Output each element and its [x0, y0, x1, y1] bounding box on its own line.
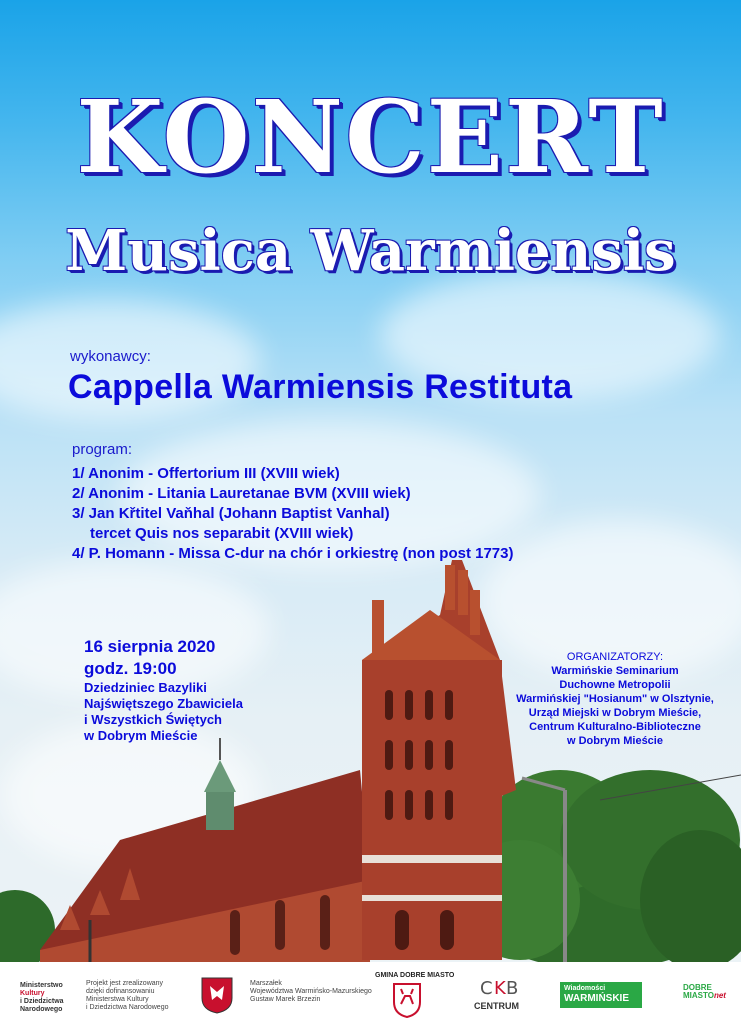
dobre-word: MIASTO [683, 991, 714, 1000]
svg-text:B: B [506, 978, 518, 999]
program-item: 2/ Anonim - Litania Lauretanae BVM (XVIII wiek) [72, 485, 411, 502]
coat-of-arms-icon [200, 976, 234, 1014]
marshal-note [250, 980, 372, 1004]
dobre-miasto-logo [683, 984, 726, 1000]
project-note-line: Projekt jest zrealizowany [86, 980, 164, 987]
gmina-label: GMINA DOBRE MIASTO [375, 972, 455, 979]
wiadomosci-logo [560, 982, 642, 1008]
ministry-line: Narodowego [20, 1006, 63, 1013]
sponsor-footer [0, 962, 741, 1030]
ministry-line: Kultury [20, 990, 45, 997]
church-tower [362, 560, 516, 960]
ckb-label: CENTRUM [474, 1001, 519, 1011]
program-item: tercet Quis nos separabit (XVIII wiek) [90, 525, 354, 542]
ministry-logo [20, 982, 64, 1014]
event-place-line: w Dobrym Mieście [84, 728, 198, 743]
organizers [490, 650, 740, 748]
wiadomosci-line: WARMIŃSKIE [564, 993, 629, 1004]
dobre-line [683, 992, 726, 1000]
organizer-line: Centrum Kulturalno-Biblioteczne [529, 721, 701, 733]
poster-title: KONCERT [76, 78, 665, 196]
event-place-line: Najświętszego Zbawiciela [84, 696, 243, 711]
program-item: 3/ Jan Křtitel Vaňhal (Johann Baptist Vanhal) [72, 505, 390, 522]
organizer-line: Urząd Miejski w Dobrym Mieście, [528, 707, 702, 719]
ckb-logo-icon [478, 974, 518, 1000]
performers-name: Cappella Warmiensis Restituta [68, 368, 573, 406]
organizer-line: Warmińskiej "Hosianum" w Olsztynie, [516, 693, 714, 705]
organizers-label: ORGANIZATORZY: [566, 651, 664, 663]
event-info [84, 636, 243, 744]
project-note-line: dzięki dofinansowaniu [86, 988, 155, 995]
event-time: godz. 19:00 [84, 659, 177, 678]
marshal-line: Marszałek [250, 980, 282, 987]
event-place-line: i Wszystkich Świętych [84, 712, 222, 727]
ministry-line: Ministerstwo [20, 982, 63, 989]
project-note-line: i Dziedzictwa Narodowego [86, 1004, 169, 1011]
organizer-line: Warmińskie Seminarium [551, 665, 679, 677]
project-note [86, 980, 168, 1012]
dobre-word: net [713, 991, 726, 1000]
deer-crest-icon [392, 982, 422, 1018]
organizer-line: Duchowne Metropolii [559, 679, 671, 691]
program-label: program: [72, 441, 133, 458]
dobre-line: DOBRE [683, 983, 712, 992]
performers-label: wykonawcy: [70, 348, 151, 365]
event-date: 16 sierpnia 2020 [84, 637, 216, 656]
marshal-line: Województwa Warmińsko-Mazurskiego [250, 988, 372, 995]
program-list [72, 464, 514, 564]
steeple [204, 738, 236, 830]
program-item: 4/ P. Homann - Missa C-dur na chór i orkiestrę (non post 1773) [72, 545, 514, 562]
organizer-line: w Dobrym Mieście [567, 735, 663, 747]
svg-text:K: K [494, 978, 506, 999]
marshal-line: Gustaw Marek Brzezin [250, 996, 321, 1003]
project-note-line: Ministerstwa Kultury [86, 996, 149, 1003]
event-place-line: Dziedziniec Bazyliki [84, 680, 207, 695]
poster-subtitle: Musica Warmiensis [65, 218, 676, 284]
wiadomosci-line: Wiadomości [564, 985, 606, 992]
svg-text:C: C [480, 978, 493, 999]
program-item: 1/ Anonim - Offertorium III (XVIII wiek) [72, 465, 340, 482]
ministry-line: i Dziedzictwa [20, 998, 64, 1005]
